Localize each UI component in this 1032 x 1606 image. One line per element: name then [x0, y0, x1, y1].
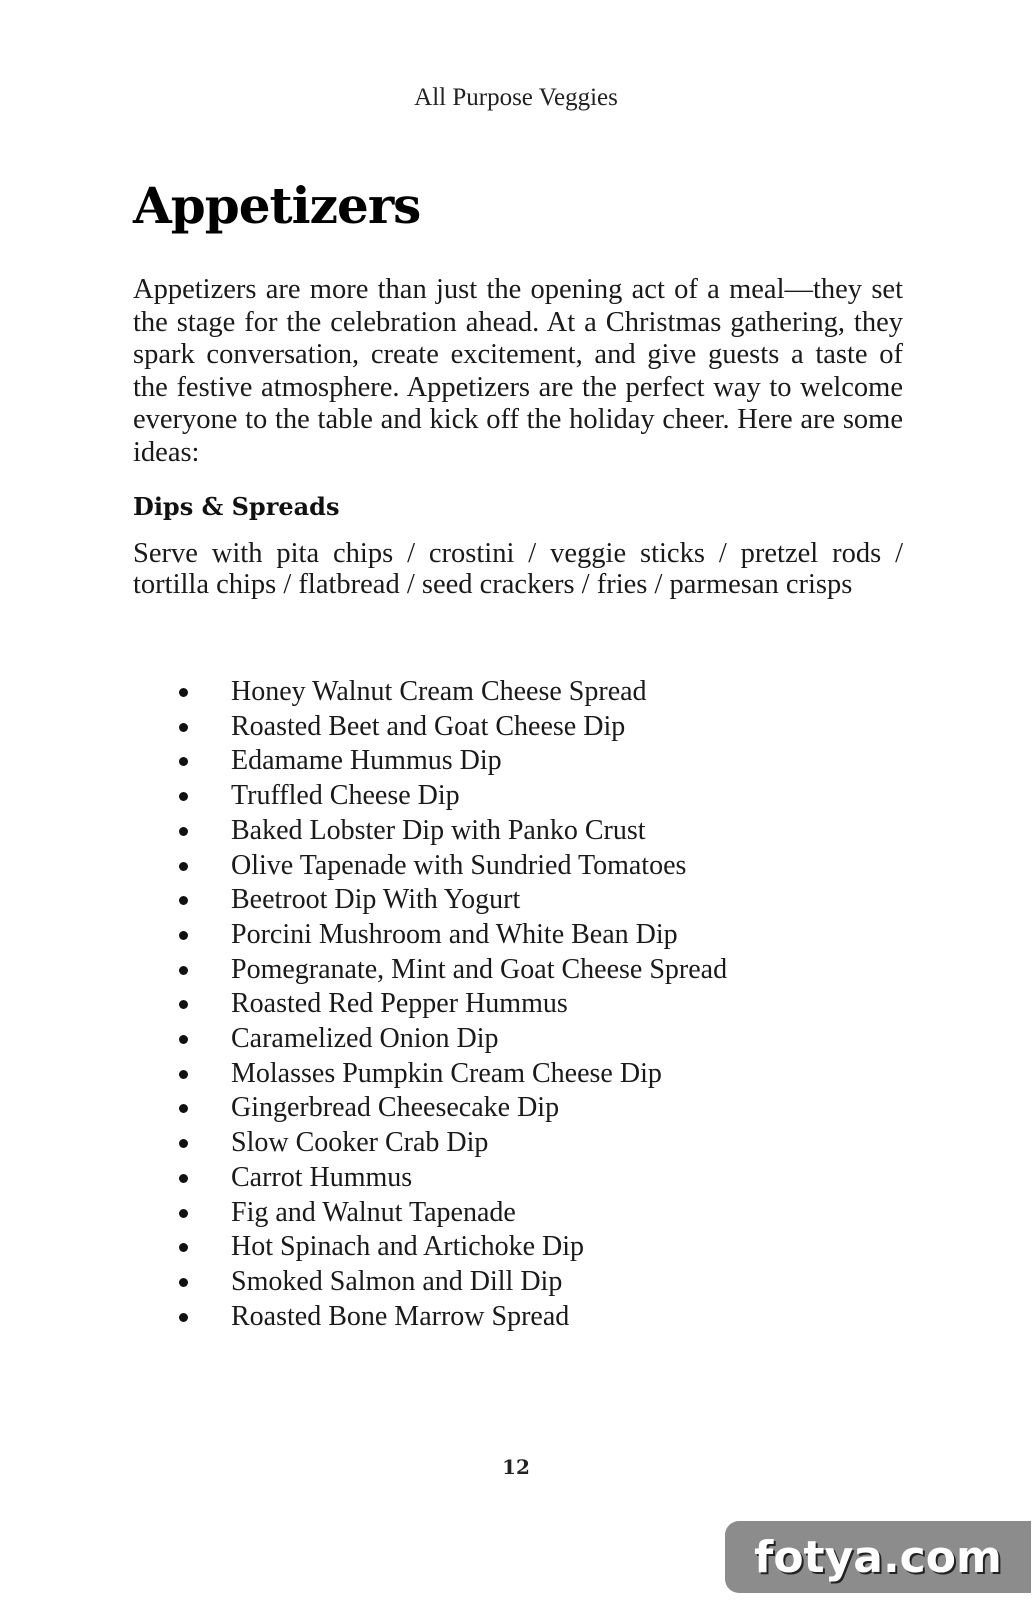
- bullet-icon: [179, 1070, 188, 1079]
- bullet-icon: [179, 757, 188, 766]
- list-item-text: Hot Spinach and Artichoke Dip: [231, 1231, 585, 1263]
- list-item-text: Roasted Bone Marrow Spread: [231, 1300, 570, 1332]
- bullet-icon: [179, 862, 188, 871]
- bullet-icon: [179, 1104, 188, 1113]
- list-item-text: Roasted Red Pepper Hummus: [231, 988, 568, 1020]
- bullet-icon: [179, 1209, 188, 1218]
- list-item: [133, 1126, 727, 1161]
- bullet-icon: [179, 1313, 188, 1322]
- list-item: [133, 1230, 727, 1265]
- watermark-text: fotya.com: [754, 1531, 1002, 1583]
- bullet-icon: [179, 827, 188, 836]
- list-item-text: Slow Cooker Crab Dip: [231, 1127, 489, 1159]
- list-item-text: Gingerbread Cheesecake Dip: [231, 1092, 560, 1124]
- list-item: [133, 1022, 727, 1057]
- list-item-text: Beetroot Dip With Yogurt: [231, 884, 521, 916]
- list-item: [133, 1196, 727, 1231]
- list-item: [133, 1091, 727, 1126]
- list-item-text: Roasted Beet and Goat Cheese Dip: [231, 710, 626, 742]
- bullet-icon: [179, 792, 188, 801]
- page-number: 12: [502, 1455, 530, 1479]
- list-item: [133, 883, 727, 918]
- bullet-icon: [179, 1174, 188, 1183]
- list-item-text: Pomegranate, Mint and Goat Cheese Spread: [231, 953, 728, 985]
- serve-with-text: Serve with pita chips / crostini / veggie sticks / pretzel rods / tortilla chips / flatbread / seed crackers / fries / parmesan crisps: [133, 538, 903, 600]
- list-item-text: Carrot Hummus: [231, 1161, 413, 1193]
- list-item: [133, 814, 727, 849]
- list-item-text: Honey Walnut Cream Cheese Spread: [231, 676, 647, 707]
- list-item: [133, 918, 727, 953]
- list-item: [133, 744, 727, 779]
- section-heading: Dips & Spreads: [133, 492, 340, 521]
- list-item: [133, 849, 727, 884]
- list-item: [133, 953, 727, 988]
- bullet-icon: [179, 1139, 188, 1148]
- list-item-text: Olive Tapenade with Sundried Tomatoes: [231, 849, 687, 881]
- chapter-title: Appetizers: [133, 176, 421, 235]
- list-item-text: Truffled Cheese Dip: [231, 780, 460, 812]
- running-header: All Purpose Veggies: [414, 84, 618, 111]
- bullet-icon: [179, 1278, 188, 1287]
- bullet-icon: [179, 1000, 188, 1009]
- list-item: [133, 710, 727, 745]
- bullet-icon: [179, 723, 188, 732]
- list-item-text: Baked Lobster Dip with Panko Crust: [231, 814, 646, 846]
- dips-list: [133, 675, 727, 1334]
- list-item: [133, 1161, 727, 1196]
- list-item: [133, 675, 727, 710]
- list-item: [133, 1265, 727, 1300]
- bullet-icon: [179, 931, 188, 940]
- bullet-icon: [179, 966, 188, 975]
- bullet-icon: [179, 688, 188, 697]
- bullet-icon: [179, 1243, 188, 1252]
- list-item-text: Caramelized Onion Dip: [231, 1023, 499, 1055]
- list-item-text: Edamame Hummus Dip: [231, 745, 502, 777]
- list-item-text: Porcini Mushroom and White Bean Dip: [231, 918, 678, 950]
- list-item: [133, 1300, 727, 1335]
- watermark-badge: [725, 1521, 1031, 1593]
- list-item: [133, 987, 727, 1022]
- list-item: [133, 1057, 727, 1092]
- intro-paragraph: Appetizers are more than just the opening act of a meal—they set the stage for the celebration ahead. At a Christmas gathering, they spark conversation, create excitement, and give guests a taste of the festive atmosphere. Appetizers are the perfect way to welcome everyone to the table and kick off the holiday cheer. Here are some ideas:: [133, 274, 903, 468]
- list-item-text: Fig and Walnut Tapenade: [231, 1196, 516, 1228]
- bullet-icon: [179, 896, 188, 905]
- list-item-text: Smoked Salmon and Dill Dip: [231, 1265, 563, 1297]
- list-item-text: Molasses Pumpkin Cream Cheese Dip: [231, 1057, 662, 1089]
- list-item: [133, 779, 727, 814]
- bullet-icon: [179, 1035, 188, 1044]
